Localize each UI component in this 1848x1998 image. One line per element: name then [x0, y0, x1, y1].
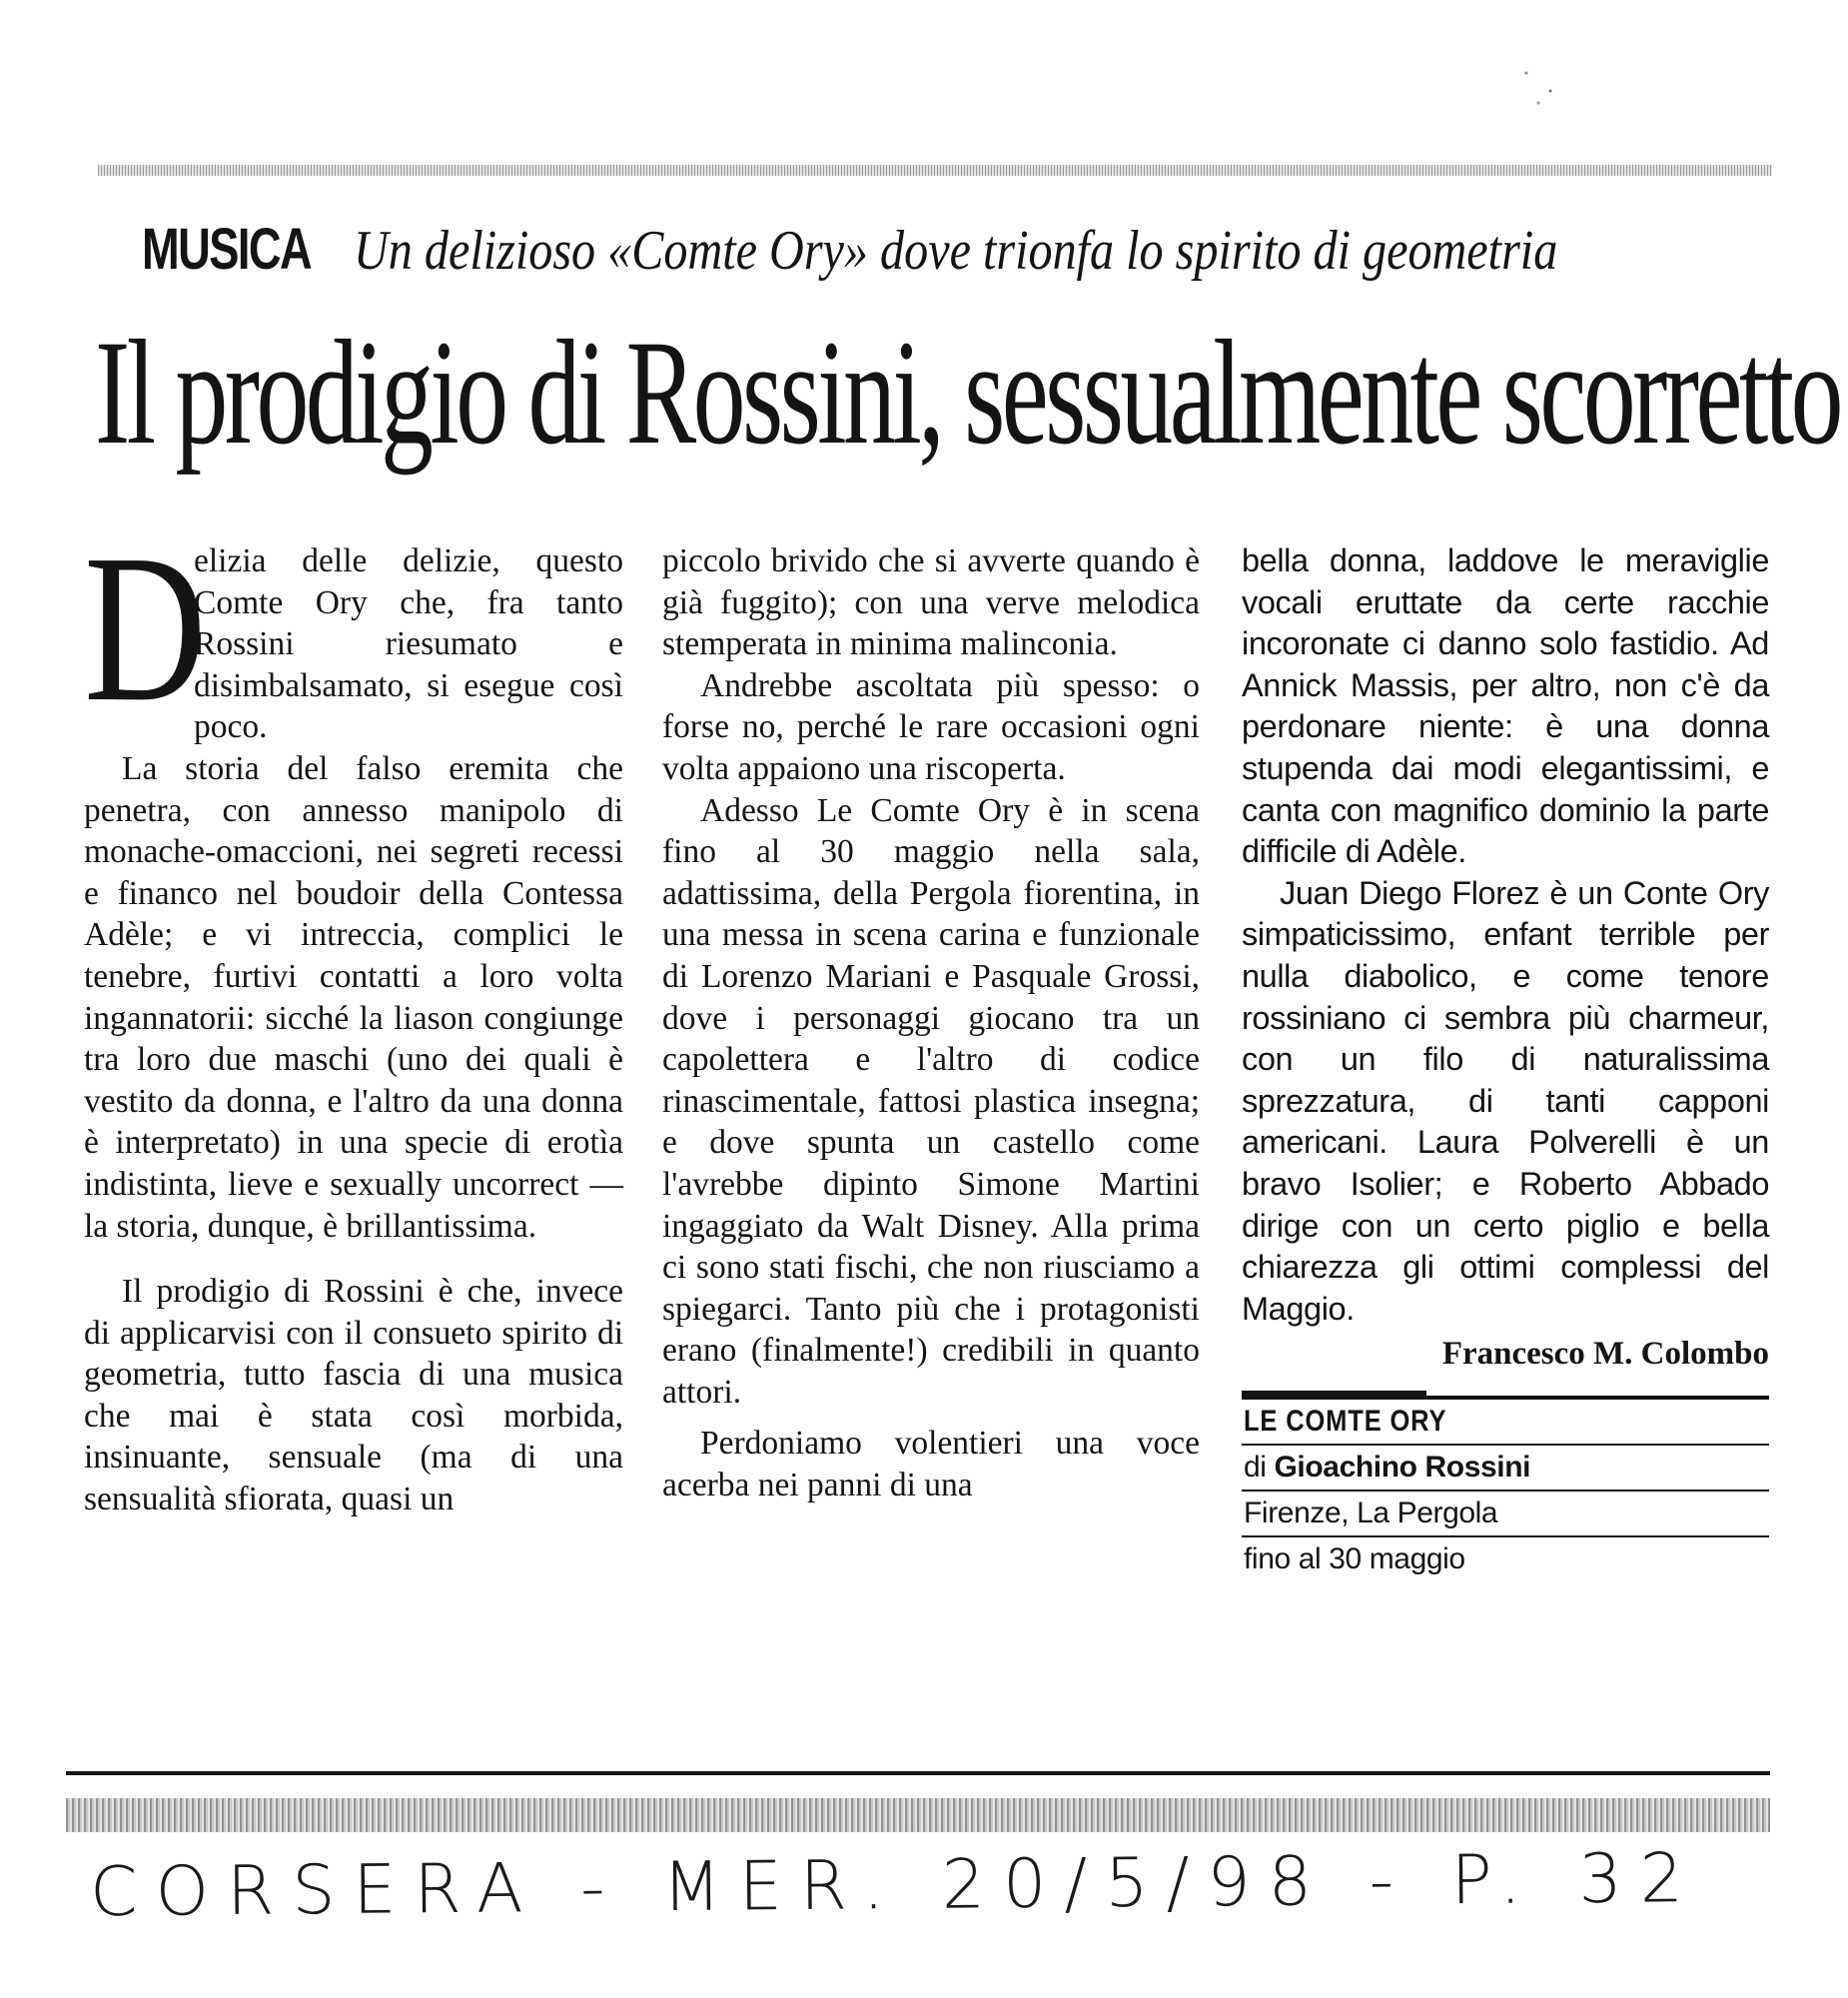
- paragraph: Juan Diego Florez è un Conte Ory simpaticissimo, enfant terrible per nulla diabolico, e come tenore rossiniano ci sembra più charmeur, con un filo di naturalissima sprezzatura, di tanti capponi americani. Laura Polverelli è un bravo Isolier; e Roberto Abbado dirige con un certo piglio e bella chiarezza gli ottimi complessi del Maggio.: [1242, 874, 1769, 1327]
- section-label: MUSICA: [142, 217, 312, 282]
- article-body: [0, 510, 1848, 1739]
- paragraph: Adesso Le Comte Ory è in scena fino al 30 maggio nella sala, adattissima, della Pergola fiorentina, in una messa in scena carina e funzionale di Lorenzo Mariani e Pasquale Grossi, dove i personaggi giocano tra un capolettera e l'altro di codice rinascimentale, fattosi plastica insegna; e dove spunta un castello come l'avrebbe dipinto Simone Martini ingaggiato da Walt Disney. Alla prima ci sono stati fischi, che non riusciamo a spiegarci. Tanto più che i protagonisti erano (finalmente!) credibili in quanto attori.: [662, 791, 1200, 1411]
- info-row-dates: [1242, 1537, 1769, 1581]
- info-box-accent-bar: [1242, 1391, 1426, 1400]
- bottom-rule: [66, 1771, 1770, 1775]
- column-2: [662, 540, 1200, 1506]
- column-1: [84, 510, 623, 1520]
- info-row-title: [1242, 1400, 1769, 1446]
- paragraph: Il prodigio di Rossini è che, invece di applicarvisi con il consueto spirito di geometria, tutto fascia di una musica che mai è stata così morbida, insinuante, sensuale (ma di una sensualità sfiorata, quasi un: [84, 1273, 623, 1518]
- composer-name: Gioachino Rossini: [1274, 1450, 1531, 1484]
- paragraph: Andrebbe ascoltata più spesso: o forse no, perché le rare occasioni ogni volta appaiono una riscoperta.: [662, 666, 1200, 787]
- kicker-subtitle: Un delizioso «Comte Ory» dove trionfa lo spirito di geometria: [354, 220, 1558, 282]
- venue: Firenze, La Pergola: [1244, 1496, 1498, 1529]
- scan-speckle: [1508, 55, 1568, 115]
- kicker: [142, 205, 1780, 295]
- paragraph: bella donna, laddove le meraviglie vocali eruttate da certe racchie incoronate ci danno solo fastidio. Ad Annick Massis, per altro, non c'è da perdonare niente: è una donna stupenda dai modi elegantissimi, e canta con magnifico dominio la parte difficile di Adèle.: [1242, 542, 1769, 870]
- paragraph: La storia del falso eremita che penetra, con annesso manipolo di monache-omaccioni, nei segreti recessi e financo nel boudoir della Contessa Adèle; e vi intreccia, complici le tenebre, furtivi contatti a loro volta ingannatorii: sicché la liason congiunge tra loro due maschi (uno dei quali è vestito da donna, e l'altro da una donna è interpretato) in una specie di erotìa indistinta, lieve e sexually uncorrect — la storia, dunque, è brillantissima.: [84, 749, 623, 1245]
- info-row-composer: [1242, 1446, 1769, 1492]
- run-dates: fino al 30 maggio: [1244, 1541, 1465, 1575]
- top-dotted-rule: [98, 165, 1772, 176]
- info-row-venue: [1242, 1492, 1769, 1537]
- opera-title: LE COMTE ORY: [1244, 1404, 1447, 1438]
- handwritten-source-note: CORSERA - MER. 20/5/98 - P. 32: [89, 1839, 1702, 1933]
- info-box: [1242, 1396, 1769, 1581]
- author-byline: Francesco M. Colombo: [1441, 1336, 1769, 1373]
- column-3: [1242, 540, 1769, 1581]
- drop-cap: D: [84, 510, 207, 745]
- paragraph: elizia delle delizie, questo Comte Ory che, fra tanto Rossini riesumato e disimbalsamato, si esegue così poco.: [194, 542, 623, 746]
- scan-noise-band: [66, 1798, 1770, 1832]
- paragraph: Perdoniamo volentieri una voce acerba nei panni di una: [662, 1425, 1200, 1504]
- headline: Il prodigio di Rossini, sessualmente scorretto: [95, 310, 1840, 476]
- paragraph: piccolo brivido che si avverte quando è già fuggito); con una verve melodica stemperata in minima malinconia.: [662, 542, 1200, 663]
- composer-prefix: di: [1244, 1450, 1267, 1484]
